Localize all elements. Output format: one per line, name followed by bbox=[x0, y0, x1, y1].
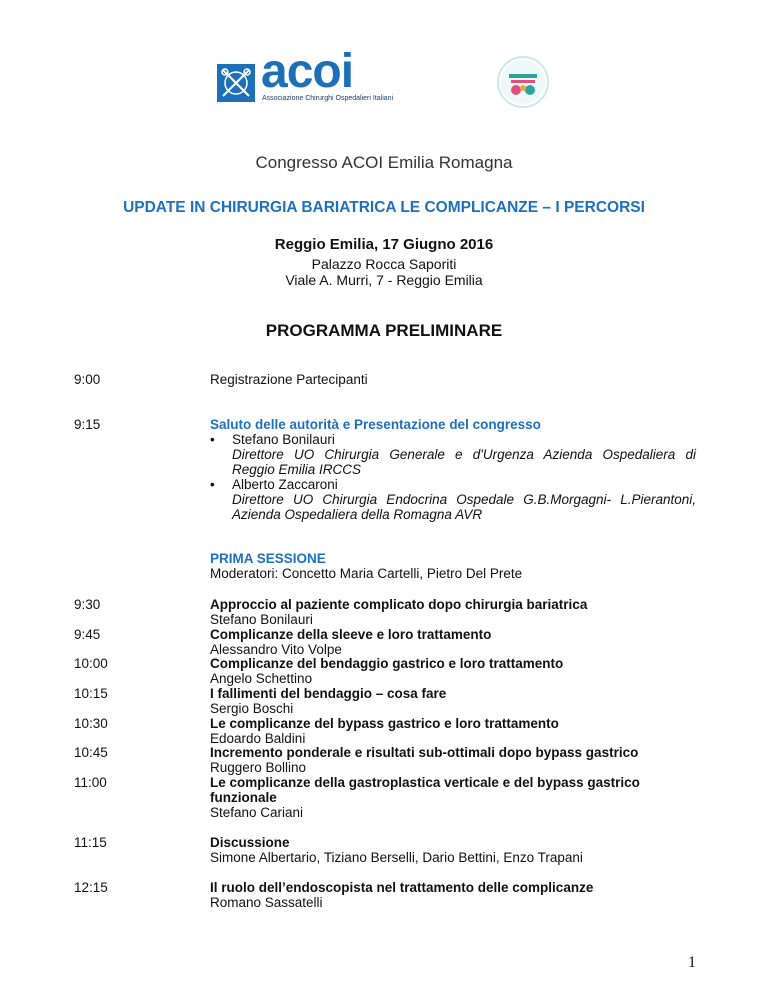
congress-name: Congresso ACOI Emilia Romagna bbox=[255, 153, 513, 172]
page-number: 1 bbox=[688, 954, 696, 971]
acoi-subtitle: Associazione Chirurghi Ospedalieri Italiani bbox=[262, 95, 394, 102]
discussion-title: Discussione bbox=[210, 835, 290, 850]
talk-speaker: Edoardo Baldini bbox=[210, 731, 306, 746]
speaker-role: Azienda Ospedaliera della Romagna AVR bbox=[232, 507, 483, 522]
speaker-role: Direttore UO Chirurgia Generale e d'Urgenza Azienda Ospedaliera di bbox=[232, 447, 696, 462]
time-slot: 9:00 bbox=[74, 372, 101, 387]
speaker-role: Reggio Emilia IRCCS bbox=[232, 462, 362, 477]
speaker-name: Stefano Bonilauri bbox=[232, 432, 335, 447]
talk-title: Incremento ponderale e risultati sub-ottimali dopo bypass gastrico bbox=[210, 745, 639, 760]
bullet: • bbox=[210, 432, 215, 447]
time-slot: 10:30 bbox=[74, 716, 108, 731]
event-title: UPDATE IN CHIRURGIA BARIATRICA LE COMPLICANZE – I PERCORSI bbox=[123, 199, 645, 216]
time-slot: 10:00 bbox=[74, 656, 108, 671]
bullet: • bbox=[210, 477, 215, 492]
speaker-role: Direttore UO Chirurgia Endocrina Ospedale G.B.Morgagni- L.Pierantoni, bbox=[232, 492, 696, 507]
talk-speaker: Angelo Schettino bbox=[210, 671, 313, 686]
city-date: Reggio Emilia, 17 Giugno 2016 bbox=[274, 236, 494, 253]
talk-speaker: Stefano Bonilauri bbox=[210, 612, 313, 627]
time-slot: 9:15 bbox=[74, 417, 101, 432]
talk-speaker: Sergio Boschi bbox=[210, 701, 294, 716]
talk-speaker: Ruggero Bollino bbox=[210, 760, 307, 775]
talk-title: Le complicanze del bypass gastrico e loro trattamento bbox=[210, 716, 559, 731]
acoi-logo bbox=[217, 45, 407, 110]
talk-title: Le complicanze della gastroplastica verticale e del bypass gastrico bbox=[210, 775, 640, 790]
discussion-people: Simone Albertario, Tiziano Berselli, Dario Bettini, Enzo Trapani bbox=[210, 850, 583, 865]
talk-speaker: Romano Sassatelli bbox=[210, 895, 323, 910]
talk-speaker: Stefano Cariani bbox=[210, 805, 304, 820]
talk-speaker: Alessandro Vito Volpe bbox=[210, 642, 342, 657]
program-title: PROGRAMMA PRELIMINARE bbox=[265, 321, 503, 340]
talk-title: Complicanze della sleeve e loro trattamento bbox=[210, 627, 492, 642]
acoi-wordmark: acoi bbox=[261, 45, 354, 98]
venue-name: Palazzo Rocca Saporiti bbox=[311, 256, 457, 272]
talk-title: I fallimenti del bendaggio – cosa fare bbox=[210, 686, 447, 701]
venue bbox=[0, 256, 768, 288]
talk-title-cont: funzionale bbox=[210, 790, 277, 805]
talk-title: Il ruolo dell’endoscopista nel trattamento delle complicanze bbox=[210, 880, 594, 895]
time-slot: 12:15 bbox=[74, 880, 108, 895]
session-title: PRIMA SESSIONE bbox=[210, 551, 326, 566]
time-slot: 10:15 bbox=[74, 686, 108, 701]
time-slot: 9:30 bbox=[74, 597, 101, 612]
speaker-name: Alberto Zaccaroni bbox=[232, 477, 338, 492]
talk-title: Complicanze del bendaggio gastrico e loro trattamento bbox=[210, 656, 564, 671]
talk-title: Approccio al paziente complicato dopo chirurgia bariatrica bbox=[210, 597, 588, 612]
registration: Registrazione Partecipanti bbox=[210, 372, 368, 387]
welcome-title: Saluto delle autorità e Presentazione del congresso bbox=[210, 417, 541, 432]
acoi-emblem-icon bbox=[217, 64, 255, 102]
fondazione-logo bbox=[497, 56, 549, 108]
time-slot: 11:00 bbox=[74, 775, 107, 790]
time-slot: 10:45 bbox=[74, 745, 108, 760]
time-slot: 11:15 bbox=[74, 835, 107, 850]
venue-address: Viale A. Murri, 7 - Reggio Emilia bbox=[285, 272, 483, 288]
time-slot: 9:45 bbox=[74, 627, 101, 642]
session-moderators: Moderatori: Concetto Maria Cartelli, Pietro Del Prete bbox=[210, 566, 523, 581]
